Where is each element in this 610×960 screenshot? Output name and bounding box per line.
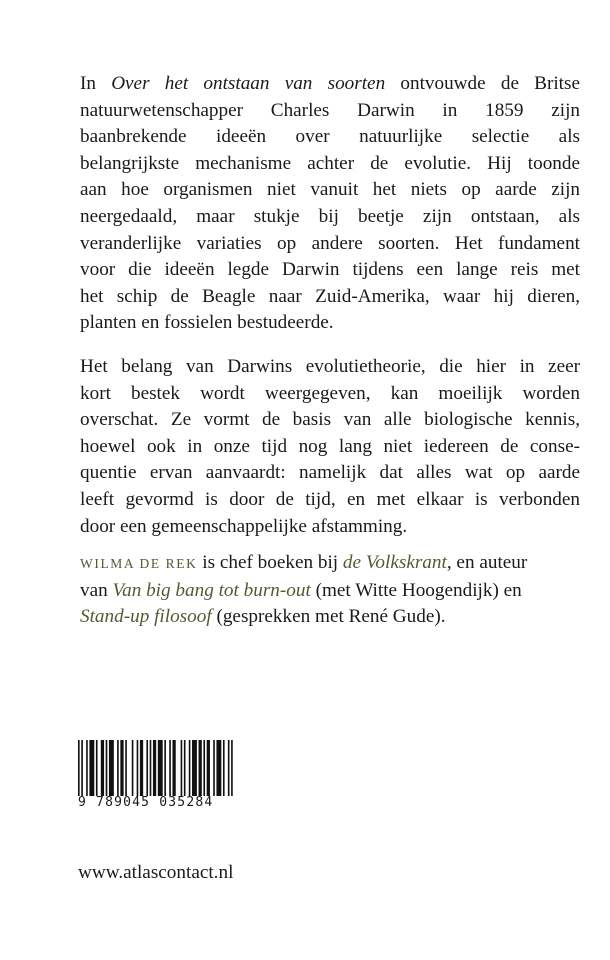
barcode-bar [169, 740, 171, 796]
barcode-bar [89, 740, 94, 796]
barcode-bar [125, 740, 127, 796]
barcode-bar [153, 740, 156, 796]
blurb-line: neergedaald, maar stukje bij beetje zijn ontstaan, als [80, 205, 580, 227]
isbn-number: 9 789045 035284 [78, 795, 214, 810]
barcode-bars [78, 740, 236, 796]
barcode-bar [120, 740, 123, 796]
barcode-bar [117, 740, 119, 796]
blurb-line: planten en fossielen bestudeerde. [80, 312, 334, 334]
barcode-bar [184, 740, 186, 796]
barcode-bar [86, 740, 88, 796]
isbn-barcode [78, 740, 236, 836]
barcode-bar [228, 740, 230, 796]
barcode-bar [158, 740, 163, 796]
book-title: Over het ontstaan van soorten [111, 73, 386, 94]
barcode-bar [101, 740, 104, 796]
blurb-line: leeft gevormd is door de tijd, en met elkaar is verbonden [80, 488, 580, 510]
blurb-line: aan hoe organismen niet vanuit het niets op aarde zijn [80, 179, 580, 201]
blurb-line: baanbrekende ideeën over natuurlijke selectie als [80, 126, 580, 148]
blurb-line: door een gemeenschappelijke afstamming. [80, 515, 408, 537]
blurb-line: veranderlijke variaties op andere soorten. Het fundament [80, 232, 580, 254]
blurb-paragraph-1 [80, 71, 580, 337]
barcode-bar [181, 740, 183, 796]
barcode-bar [106, 740, 108, 796]
newspaper-name: de Volkskrant [342, 552, 447, 573]
publisher-website[interactable]: www.atlascontact.nl [78, 862, 234, 883]
barcode-bar [223, 740, 225, 796]
barcode-bar [207, 740, 210, 796]
barcode-bar [203, 740, 205, 796]
author-bio-line: van Van big bang tot burn-out (met Witte Hoogendijk) en [80, 579, 522, 601]
blurb-line: kort bestek wordt weergegeven, kan moeilijk worden [80, 382, 580, 404]
blurb-line: hoewel ook in onze tijd nog lang niet iedereen de conse- [80, 435, 580, 457]
blurb-line: het schip de Beagle naar Zuid-Amerika, waar hij dieren, [80, 285, 580, 307]
barcode-bar [140, 740, 143, 796]
blurb-line: overschat. Ze vormt de basis van alle biologische kennis, [80, 409, 580, 431]
barcode-bar [81, 740, 83, 796]
barcode-bar [231, 740, 233, 796]
author-bio-line: Stand-up filosoof (gesprekken met René Gude). [80, 606, 446, 628]
barcode-bar [132, 740, 134, 796]
barcode-bar [146, 740, 148, 796]
barcode-bar [137, 740, 139, 796]
blurb-line: Het belang van Darwins evolutietheorie, die hier in zeer [80, 356, 580, 377]
blurb-line: natuurwetenschapper Charles Darwin in 1859 zijn [80, 99, 580, 121]
blurb-line: In Over het ontstaan van soorten ontvouwde de Britse [80, 73, 580, 94]
barcode-bar [213, 740, 215, 796]
book-title-2: Stand-up filosoof [80, 606, 212, 628]
barcode-bar [150, 740, 152, 796]
barcode-bar [189, 740, 191, 796]
blurb-paragraph-2 [80, 354, 580, 540]
blurb-line: quentie ervan aanvaardt: namelijk dat alles wat op aarde [80, 462, 580, 484]
barcode-bar [192, 740, 197, 796]
blurb-line: voor die ideeën legde Darwin tijdens een lange reis met [80, 259, 580, 281]
barcode-bar [216, 740, 221, 796]
author-bio [80, 550, 580, 631]
barcode-bar [199, 740, 202, 796]
author-name: WILMA DE REK [80, 556, 198, 571]
barcode-bar [78, 740, 80, 796]
book-title-1: Van big bang tot burn-out [112, 579, 311, 601]
barcode-bar [172, 740, 175, 796]
barcode-bar [109, 740, 114, 796]
barcode-bar [96, 740, 98, 796]
blurb-line: belangrijkste mechanisme achter de evolutie. Hij toonde [80, 152, 580, 174]
author-bio-line: WILMA DE REK is chef boeken bij de Volkskrant, en auteur [80, 552, 528, 573]
barcode-bar [164, 740, 166, 796]
